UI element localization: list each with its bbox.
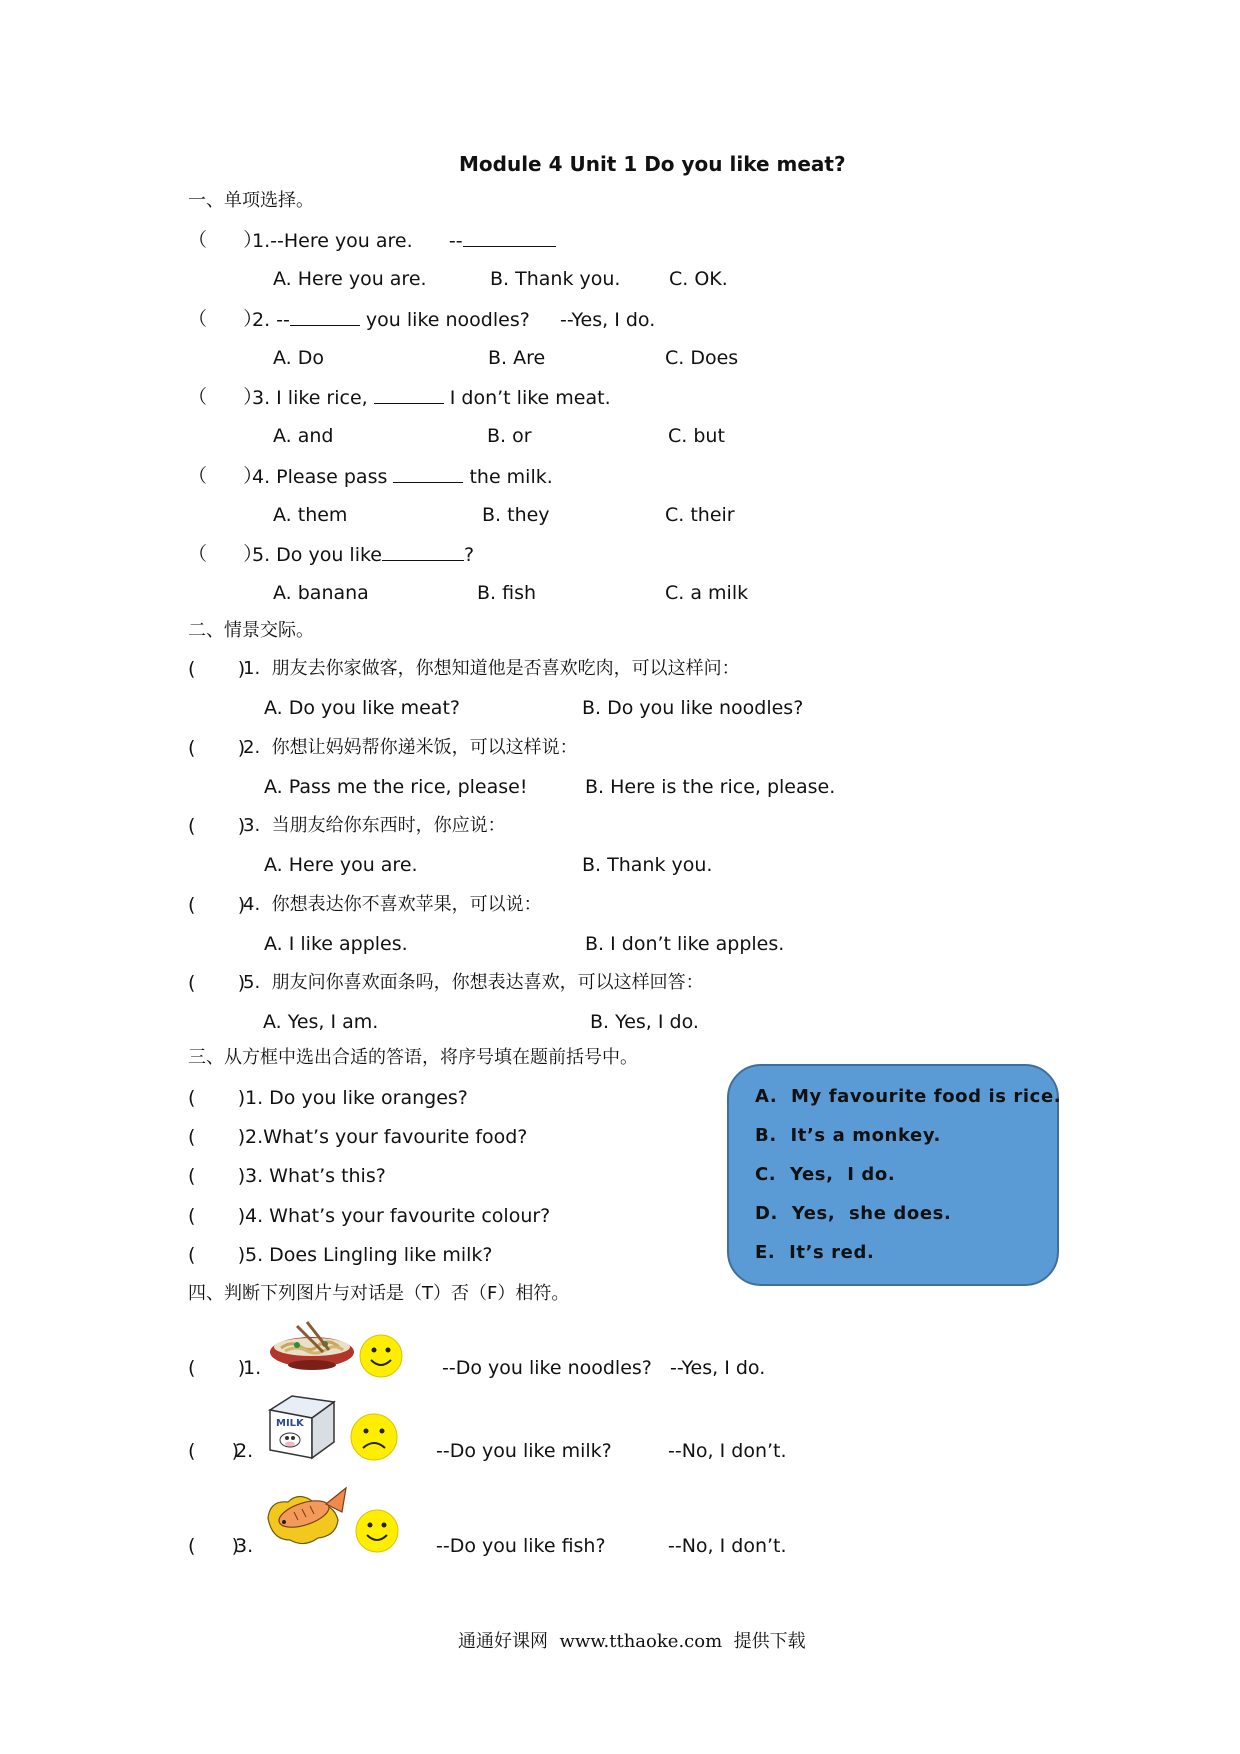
option-b: B. they: [482, 504, 550, 526]
stem-text: the milk.: [463, 466, 553, 488]
question-stem: 1. Do you like oranges?: [245, 1087, 468, 1109]
stem-text: 2. --: [252, 309, 290, 331]
option-a: A. I like apples.: [264, 933, 408, 955]
answer-paren[interactable]: ( ): [188, 1205, 246, 1227]
question-stem: 5. 朋友问你喜欢面条吗，你想表达喜欢，可以这样回答：: [243, 972, 704, 993]
question-stem: 4. 你想表达你不喜欢苹果，可以说：: [243, 894, 542, 915]
answer-paren[interactable]: （ ）: [188, 308, 263, 330]
answer-paren[interactable]: （ ）: [188, 465, 263, 487]
question-stem: 1. 朋友去你家做客，你想知道他是否喜欢吃肉，可以这样问：: [243, 658, 740, 679]
question-stem: [252, 228, 556, 253]
option-b: B. Thank you.: [582, 854, 713, 876]
box-option-b: B. It’s a monkey.: [755, 1125, 941, 1146]
option-b: B. Do you like noodles?: [582, 697, 804, 719]
question-stem: [252, 542, 474, 567]
answer-paren[interactable]: ( ): [188, 1126, 246, 1148]
dialogue-answer: --No, I don’t.: [668, 1535, 787, 1557]
option-b: B. fish: [477, 582, 537, 604]
stem-text: I don’t like meat.: [443, 387, 611, 409]
question-stem: 2.What’s your favourite food?: [245, 1126, 528, 1148]
question-stem: 4. What’s your favourite colour?: [245, 1205, 551, 1227]
section-4-heading: 四、判断下列图片与对话是（T）否（F）相符。: [188, 1283, 570, 1304]
answer-blank[interactable]: [393, 464, 463, 483]
stem-text: 5. Do you like: [252, 544, 382, 566]
answer-paren[interactable]: ( ): [188, 1244, 246, 1266]
option-c: C. a milk: [665, 582, 749, 604]
page-title: Module 4 Unit 1 Do you like meat?: [459, 152, 846, 176]
answer-options-box: [727, 1064, 1062, 1286]
smile-face-icon: [354, 1508, 400, 1554]
answer-blank[interactable]: [463, 228, 556, 247]
smile-face-icon: [358, 1333, 404, 1379]
option-b: B. Thank you.: [490, 268, 621, 290]
answer-paren[interactable]: ( ): [188, 1357, 246, 1379]
option-a: A. Do: [273, 347, 324, 369]
milk-carton-picture: [262, 1392, 342, 1462]
answer-paren[interactable]: （ ）: [188, 229, 263, 251]
answer-paren[interactable]: （ ）: [188, 543, 263, 565]
option-b: B. or: [487, 425, 532, 447]
answer-blank[interactable]: [382, 542, 464, 561]
option-a: A. and: [273, 425, 334, 447]
dialogue-question: --Do you like fish?: [436, 1535, 606, 1557]
option-a: A. Yes, I am.: [263, 1011, 379, 1033]
stem-text: 3. I like rice,: [252, 387, 374, 409]
answer-paren[interactable]: ( ): [188, 737, 246, 759]
section-3-heading: 三、从方框中选出合适的答语，将序号填在题前括号中。: [188, 1047, 638, 1068]
answer-paren[interactable]: ( ): [188, 1087, 246, 1109]
option-a: A. them: [273, 504, 348, 526]
item-number: 3.: [235, 1535, 254, 1557]
noodles-picture: [267, 1318, 357, 1380]
question-stem: 3. 当朋友给你东西时，你应说：: [243, 815, 506, 836]
option-c: C. Does: [665, 347, 739, 369]
answer-paren[interactable]: ( ): [188, 972, 246, 994]
footer-source: 通通好课网 www.tthaoke.com 提供下载: [458, 1631, 806, 1652]
answer-paren[interactable]: ( ): [188, 815, 246, 837]
option-c: C. but: [668, 425, 725, 447]
question-stem: 3. What’s this?: [245, 1165, 386, 1187]
stem-text: ?: [464, 544, 475, 566]
dialogue-question: --Do you like noodles?: [442, 1357, 652, 1379]
dialogue-answer: --No, I don’t.: [668, 1440, 787, 1462]
stem-text: 1.--Here you are. --: [252, 230, 463, 252]
section-1-heading: 一、单项选择。: [188, 190, 314, 211]
option-b: B. Here is the rice, please.: [585, 776, 836, 798]
box-option-d: D. Yes, she does.: [755, 1203, 952, 1224]
option-b: B. Yes, I do.: [590, 1011, 699, 1033]
dialogue-question: --Do you like milk?: [436, 1440, 612, 1462]
option-a: A. Here you are.: [264, 854, 418, 876]
option-b: B. I don’t like apples.: [585, 933, 785, 955]
answer-paren[interactable]: ( ): [188, 894, 246, 916]
option-a: A. Do you like meat?: [264, 697, 460, 719]
stem-text: 4. Please pass: [252, 466, 394, 488]
option-a: A. Here you are.: [273, 268, 427, 290]
dialogue-answer: --Yes, I do.: [670, 1357, 766, 1379]
answer-paren[interactable]: ( ): [188, 1440, 240, 1462]
svg-text:MILK: MILK: [276, 1418, 304, 1429]
sad-face-icon: [349, 1412, 399, 1462]
answer-paren[interactable]: ( ): [188, 658, 246, 680]
box-option-a: A. My favourite food is rice.: [755, 1086, 1062, 1107]
section-2-heading: 二、情景交际。: [188, 620, 314, 641]
answer-blank[interactable]: [290, 307, 360, 326]
question-stem: [252, 307, 655, 332]
option-a: A. Pass me the rice, please!: [264, 776, 528, 798]
question-stem: 2. 你想让妈妈帮你递米饭，可以这样说：: [243, 737, 578, 758]
question-stem: [252, 464, 553, 489]
option-b: B. Are: [488, 347, 546, 369]
answer-paren[interactable]: ( ): [188, 1165, 246, 1187]
question-stem: 5. Does Lingling like milk?: [245, 1244, 493, 1266]
question-stem: [252, 385, 611, 410]
item-number: 1.: [243, 1357, 262, 1379]
box-option-c: C. Yes, I do.: [755, 1164, 896, 1185]
fish-picture: [260, 1474, 350, 1552]
option-c: C. their: [665, 504, 735, 526]
item-number: 2.: [235, 1440, 254, 1462]
stem-text: you like noodles? --Yes, I do.: [359, 309, 656, 331]
answer-paren[interactable]: ( ): [188, 1535, 240, 1557]
box-option-e: E. It’s red.: [755, 1242, 875, 1263]
answer-blank[interactable]: [374, 385, 444, 404]
answer-paren[interactable]: （ ）: [188, 386, 263, 408]
option-a: A. banana: [273, 582, 369, 604]
option-c: C. OK.: [669, 268, 728, 290]
